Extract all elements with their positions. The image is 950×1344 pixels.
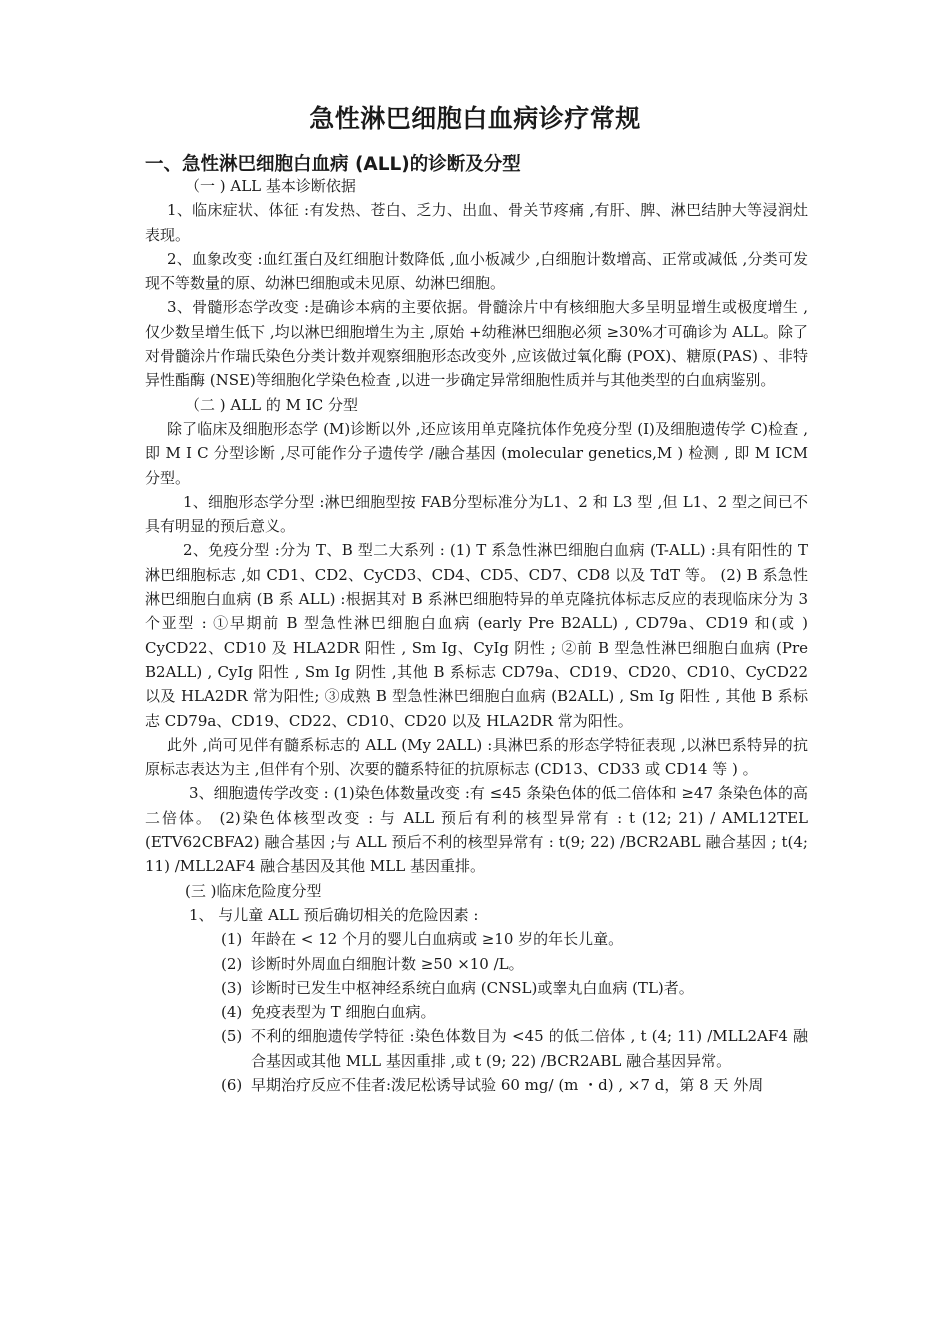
list-item-number: (6) (221, 1075, 243, 1094)
list-item (145, 1024, 808, 1073)
list-item (145, 1000, 808, 1024)
list-item-number: (2) (221, 954, 243, 973)
list-item-number: (1) (221, 930, 243, 949)
risk-factors-list (145, 927, 808, 1097)
risk-factors-heading: 1、 与儿童 ALL 预后确切相关的危险因素 : (189, 905, 479, 924)
document-body (145, 174, 808, 1097)
list-item (145, 1073, 808, 1097)
subsection-heading-2: （二 ) ALL 的 M IC 分型 (185, 395, 358, 414)
list-item-text: 免疫表型为 T 细胞白血病。 (251, 1003, 436, 1022)
subsection-heading-1: （一 ) ALL 基本诊断依据 (185, 177, 356, 195)
list-item-number: (5) (221, 1027, 243, 1046)
document-title: 急性淋巴细胞白血病诊疗常规 (309, 104, 641, 133)
list-item (145, 976, 808, 1000)
section-heading: 一、急性淋巴细胞白血病 (ALL)的诊断及分型 (145, 154, 521, 175)
paragraph-clinical-symptoms: 1、临床症状、体征 :有发热、苍白、乏力、出血、骨关节疼痛 ,有肝、脾、淋巴结肿大等浸润灶表现。 (145, 201, 808, 244)
paragraph-cytogenetics: 3、细胞遗传学改变 : (1)染色体数量改变 :有 ≤45 条染色体的低二倍体和 ≥47 条染色体的高二倍体。 (2)染色体核型改变 : 与 ALL 预后有利的核型异常有 : t (12; 21) / AML12TEL (ETV62CBFA2) 融合基因 ;与 ALL 预后不利的核型异常有 : t(9; 22) /BCR2ABL 融合基因 ; t(4; 11) /MLL2AF4 融合基因及其他 MLL 基因重排。 (145, 784, 808, 876)
list-item-text: 诊断时已发生中枢神经系统白血病 (CNSL)或睾丸白血病 (TL)者。 (251, 978, 694, 997)
list-item (145, 927, 808, 951)
list-item-number: (4) (221, 1003, 243, 1022)
list-item-text: 不利的细胞遗传学特征 :染色体数目为 <45 的低二倍体 , t (4; 11) /MLL2AF4 融合基因或其他 MLL 基因重排 ,或 t (9; 22) /BCR2ABL 融合基因异常。 (251, 1027, 808, 1070)
paragraph-bone-marrow: 3、骨髓形态学改变 :是确诊本病的主要依据。骨髓涂片中有核细胞大多呈明显增生或极度增生 ,仅少数呈增生低下 ,均以淋巴细胞增生为主 ,原始 +幼稚淋巴细胞必须 ≥30%才可确诊为 ALL。除了对骨髓涂片作瑞氏染色分类计数并观察细胞形态改变外 ,应该做过氧化酶 (POX)、糖原(PAS) 、非特异性酯酶 (NSE)等细胞化学染色检查 ,以进一步确定异常细胞性质并与其他类型的白血病鉴别。 (145, 298, 808, 390)
paragraph-immunophenotype: 2、免疫分型 :分为 T、B 型二大系列 : (1) T 系急性淋巴细胞白血病 (T-ALL) :具有阳性的 T 淋巴细胞标志 ,如 CD1、CD2、CyCD3、CD4、CD5、CD7、CD8 以及 TdT 等。 (2) B 系急性淋巴细胞白血病 (B 系 ALL) :根据其对 B 系淋巴细胞特异的单克隆抗体标志反应的表现临床分为 3 个亚型 : ①早期前 B 型急性淋巴细胞白血病 (early Pre B2ALL) , CD79a、CD19 和(或 ) CyCD22、CD10 及 HLA2DR 阳性 , Sm Ig、CyIg 阴性 ; ②前 B 型急性淋巴细胞白血病 (Pre B2ALL) , CyIg 阳性 , Sm Ig 阴性 ,其他 B 系标志 CD79a、CD19、CD20、CD10、CyCD22 以及 HLA2DR 常为阳性; ③成熟 B 型急性淋巴细胞白血病 (B2ALL) , Sm Ig 阳性 , 其他 B 系标志 CD79a、CD19、CD22、CD10、CD20 以及 HLA2DR 常为阳性。 (145, 541, 808, 730)
list-item-text: 早期治疗反应不佳者:泼尼松诱导试验 60 mg/ (m ・d) , ×7 d，第 8 天 外周 (251, 1075, 764, 1094)
paragraph-mic-intro: 除了临床及细胞形态学 (M)诊断以外 ,还应该用单克隆抗体作免疫分型 (I)及细胞遗传学 C)检查 ,即 M I C 分型诊断 ,尽可能作分子遗传学 /融合基因 (molecular genetics,M ) 检测 , 即 M ICM 分型。 (145, 419, 808, 487)
paragraph-blood-changes: 2、血象改变 :血红蛋白及红细胞计数降低 ,血小板减少 ,白细胞计数增高、正常或减低 ,分类可发现不等数量的原、幼淋巴细胞或未见原、幼淋巴细胞。 (145, 249, 808, 293)
list-item-text: 年龄在 < 12 个月的婴儿白血病或 ≥10 岁的年长儿童。 (251, 930, 624, 949)
paragraph-myeloid-markers: 此外 ,尚可见伴有髓系标志的 ALL (My 2ALL) :具淋巴系的形态学特征表现 ,以淋巴系特异的抗原标志表达为主 ,但伴有个别、次要的髓系特征的抗原标志 (CD13、CD33 或 CD14 等 ) 。 (145, 735, 808, 779)
list-item (145, 952, 808, 976)
list-item-number: (3) (221, 978, 243, 997)
list-item-text: 诊断时外周血白细胞计数 ≥50 ×10 /L。 (251, 954, 524, 973)
subsection-heading-3: (三 )临床危险度分型 (185, 881, 322, 900)
paragraph-morphology: 1、细胞形态学分型 :淋巴细胞型按 FAB分型标准分为L1、2 和 L3 型 ,但 L1、2 型之间已不具有明显的预后意义。 (145, 492, 808, 536)
